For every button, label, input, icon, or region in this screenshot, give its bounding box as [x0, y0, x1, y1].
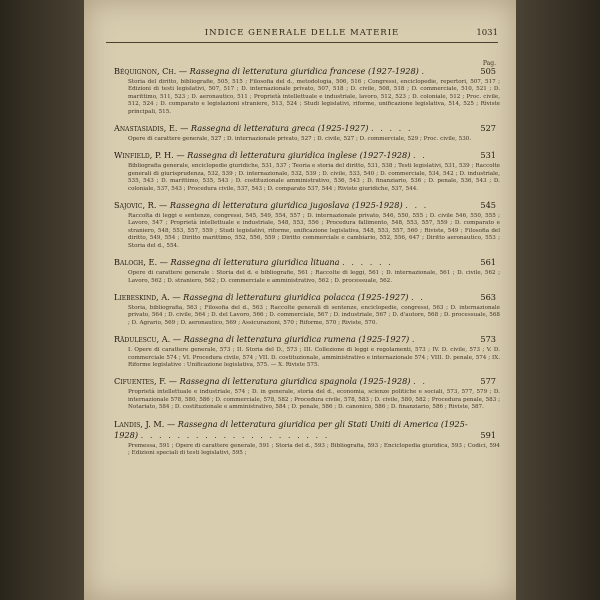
- index-entry: [114, 150, 500, 193]
- index-entries: [114, 66, 500, 464]
- entry-author: Balogh, E.: [114, 257, 158, 268]
- index-entry: [114, 257, 500, 285]
- entry-title: Rassegna di letteratura greca (1925-1927): [190, 123, 369, 134]
- entry-leader-dots: .: [421, 66, 427, 76]
- entry-page: 577: [480, 376, 496, 387]
- entry-leader-dots: .: [411, 334, 417, 345]
- entry-head: Béquignon, Ch. — Rassegna di letteratura giuridica francese (1927-1928) . 505: [114, 66, 496, 76]
- entry-description: Opere di carattere generale, 527 ; D. internazionale privato, 527 ; D. civile, 527 ; D. commerciale, 529 ; Proc. civile, 530.: [128, 136, 472, 143]
- entry-page: 545: [480, 200, 496, 211]
- entry-author: Rădulescu, A.: [114, 334, 171, 345]
- entry-head: Liebeskind, A. — Rassegna di letteratura giuridica polacca (1925-1927) . . 563: [114, 291, 496, 302]
- entry-description: Raccolta di leggi e sentenze, congressi, 545, 549, 554, 557 ; D. internazionale privato, 546, 550, 555 ; D. civile 546, 550, 555 ; Lavoro, 547 ; Proprietà intellettuale e industriale, 548, 553, 556 ; Procedura fallimento, 548, 553, 557, 559 ; D. comparato e straniero, 548, 553, 557, 559 ; Studi legislativi, riforme, unificazione legislativa, 548, 553, 557, 560 ; Riviste, 549 ; Filosofia del diritto, 549, 554 ; Diritto marittimo, 552, 556, 559 ; Diritto commerciale e cambiario, 552, 556, 647 ; Diritto aeronautico, 553 ; Storia del d., 554.: [128, 213, 500, 249]
- entry-page: 527: [480, 123, 496, 134]
- entry-leader-dots: . . . . .: [371, 123, 413, 134]
- header-page-number: 1031: [476, 28, 498, 38]
- entry-title: Rassegna di letteratura giuridica inglese (1927-1928): [187, 150, 411, 161]
- entry-author: Winfield, P. H.: [114, 150, 174, 161]
- entry-leader-dots: . . .: [405, 200, 429, 211]
- entry-head: Sajovic, R. — Rassegna di letteratura giuridica jugoslava (1925-1928) . . . 545: [114, 200, 496, 211]
- book-page: [84, 0, 516, 600]
- index-entry: [114, 334, 500, 369]
- entry-head: Balogh, E. — Rassegna di letteratura giuridica lituana . . . . . . 561: [114, 257, 496, 268]
- index-entry: [114, 376, 500, 411]
- entry-head: Landis, J. M. — Rassegna di letteratura giuridica per gli Stati Uniti di America (1925-1928) . . . . . . . . . . . . . . . . . . . . . 591: [114, 418, 496, 440]
- entry-leader-dots: . . . . . . . . . . . . . . . . . . . . .: [140, 429, 330, 440]
- entry-head: Winfield, P. H. — Rassegna di letteratura giuridica inglese (1927-1928) . . 531: [114, 150, 496, 161]
- left-background: [0, 0, 84, 600]
- entry-page: 591: [480, 429, 496, 440]
- entry-page: 505: [480, 66, 496, 76]
- entry-head: Cifuentes, F. — Rassegna di letteratura giuridica spagnola (1925-1928) . . 577: [114, 376, 496, 387]
- entry-description: Proprietà intellettuale e industriale, 574 ; D. in generale, storia del d., economia, scienze politiche e sociali, 573, 577, 579 ; D. internazionale 578, 580, 586 ; D. commerciale, 578, 582 ; Procedura civile, 578, 583 ; D. civile, 580, 582 ; Procedura penale, 583 ; Notariato, 584 ; D. costituzionale e amministrativo, 584 ; D. penale, 586 ; D. canonico, 586 ; D. finanziario, 586 ; Riviste, 587.: [128, 389, 500, 411]
- entry-leader-dots: . .: [413, 150, 427, 161]
- index-entry: [114, 123, 500, 143]
- entry-title: Rassegna di letteratura giuridica francese (1927-1928): [189, 66, 419, 76]
- entry-leader-dots: . . . . . .: [342, 257, 393, 268]
- entry-author: Landis, J. M.: [114, 418, 165, 429]
- entry-title: Rassegna di letteratura giuridica polacca (1925-1927): [183, 291, 409, 302]
- entry-page: 573: [480, 334, 496, 345]
- entry-leader-dots: . .: [413, 376, 427, 387]
- entry-description: Bibliografia generale, enciclopedie giuridiche, 531, 537 ; Teoria e storia del diritto, 531, 538 ; Testi legislativi, 531, 539 ; Raccolte generali di giurisprudenza, 532, 539 ; D. internazionale, 532, 539 ; D. civile, 533, 540 ; D. commerciale, 534, 542 ; D. industriale, 535, 543 ; D. marittimo, 535, 543 ; D. costituzionale amministrativo, 536, 543 ; D. finanziario, 536 ; D. penale, 536, 543 ; D. coloniale, 537, 543 ; Procedura civile, 537, 543 ; D. comparato 537, 544 ; Riviste giuridiche, 537, 544.: [128, 163, 500, 192]
- right-background: [516, 0, 600, 600]
- pag-label: Pag.: [482, 60, 496, 67]
- entry-head: Rădulescu, A. — Rassegna di letteratura giuridica rumena (1925-1927) . 573: [114, 334, 496, 345]
- running-header: [106, 28, 498, 43]
- index-entry: [114, 419, 500, 458]
- entry-head: Anastasiadis, E. — Rassegna di letteratura greca (1925-1927) . . . . . 527: [114, 123, 496, 134]
- entry-page: 561: [480, 257, 496, 268]
- entry-description: I. Opere di carattere generale, 573 ; II. Storia del D., 573 ; III. Collezione di leggi e regolamenti, 573 ; IV. D. civile, 573 ; V. D. commerciale 574 ; VI. Procedura civile, 574 ; VII. D. costituzionale, amministrativo e internazionale 574 ; VIII. D. penale, 574 ; IX. Riforme legislative : Unificazione legislativa, 575. — X. Riviste 575.: [128, 347, 500, 368]
- entry-author: Anastasiadis, E.: [114, 123, 178, 134]
- entry-author: Sajovic, R.: [114, 200, 157, 211]
- entry-page: 531: [480, 150, 496, 161]
- entry-title: Rassegna di letteratura giuridica spagnola (1925-1928): [179, 376, 411, 387]
- index-entry: [114, 292, 500, 327]
- entry-title: Rassegna di letteratura giuridica jugoslava (1925-1928): [169, 200, 403, 211]
- entry-title: Rassegna di letteratura giuridica lituana: [170, 257, 340, 268]
- entry-author: Cifuentes, F.: [114, 376, 167, 387]
- entry-leader-dots: . .: [411, 291, 425, 302]
- header-title: INDICE GENERALE DELLE MATERIE: [204, 28, 400, 38]
- index-entry: [114, 200, 500, 250]
- entry-page: 563: [480, 291, 496, 302]
- entry-description: Premessa, 591 ; Opere di carattere generale, 591 ; Storia del d., 593 ; Bibliografia, 593 ; Enciclopedia giuridica, 593 ; Codici, 594 ; Edizioni speciali di testi legislativi, 595 ;: [128, 442, 500, 456]
- entry-description: Opere di carattere generale : Storia del d. e bibliografie, 561 ; Raccolte di leggi, 561 ; D. internazionale, 561 ; D. civile, 562 ; Lavoro, 562 ; D. straniero, 562 ; D. commerciale e amministrativo, 562 ; D. processuale, 562.: [128, 270, 500, 284]
- entry-author: Béquignon, Ch.: [114, 66, 177, 76]
- entry-title: Rassegna di letteratura giuridica per gli Stati Uniti di America (1925-1928): [114, 418, 468, 440]
- entry-description: Storia, bibliografia, 563 ; Filosofia del d., 563 ; Raccolte generali di sentenze, enciclopedie, congressi, 563 ; D. internazionale privato, 564 ; D. civile, 564 ; D. del Lavoro, 566 ; D. commerciale, 567 ; D. industriale, 567 ; D. d'autore, 568 ; D. processuale, 568 ; D. Agrario, 569 ; D. aeronautico, 569 ; Assicurazioni, 570 ; Riforme, 570 ; Riviste, 570.: [128, 304, 500, 326]
- index-entry: [114, 66, 500, 116]
- entry-author: Liebeskind, A.: [114, 291, 170, 302]
- entry-title: Rassegna di letteratura giuridica rumena (1925-1927): [183, 334, 410, 345]
- entry-description: Storia del diritto, bibliografie, 505, 515 ; Filosofia del d., metodologia, 506, 516 ; Congressi, enciclopedie, repertori, 507, 517 ; Edizioni di testi legislativi, 507, 517 ; D. internazionale privato, 507, 518 ; D. civile, 508, 518 ; D. commerciale, 510, 521 ; D. marittimo, 511, 523 ; D. aeronautico, 511 ; Proprietà intellettuale e industriale, lavoro, 512, 523 ; D. coloniale, 512 ; Proc. civile, 512, 524 ; D. comparato e legislazioni straniere, 513, 524 ; Studi legislativi, riforme, unificazione legislativa, 514, 525 ; Riviste principali, 515.: [128, 79, 500, 115]
